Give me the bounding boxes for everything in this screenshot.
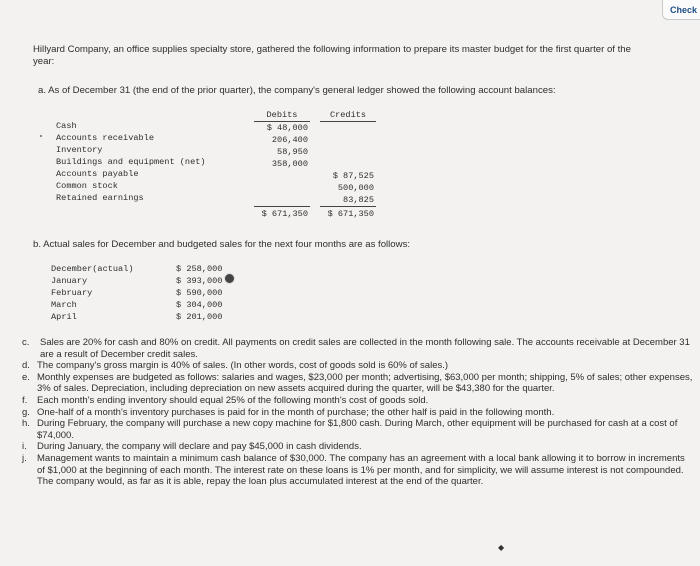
ledger-account: Inventory bbox=[56, 145, 103, 155]
intro-text: Hillyard Company, an office supplies specialty store, gathered the following information to prepare its master budget for the first quarter of the year: bbox=[33, 44, 631, 67]
sales-month: January bbox=[51, 276, 88, 286]
list-item-d bbox=[22, 360, 694, 372]
credits-header: Credits bbox=[320, 110, 376, 122]
ledger-account-names bbox=[56, 120, 206, 204]
item-text: One-half of a month's inventory purchases is paid for in the month of purchase; the other half is paid in the following month. bbox=[37, 406, 555, 418]
item-text: The company's gross margin is 40% of sales. (In other words, cost of goods sold is 60% of sales.) bbox=[37, 360, 449, 372]
debits-column bbox=[252, 122, 308, 170]
debits-total-rule bbox=[254, 206, 310, 207]
debits-header: Debits bbox=[254, 110, 310, 122]
credit-value: 83,825 bbox=[343, 195, 374, 205]
list-item-j bbox=[22, 453, 694, 488]
debit-value: 58,950 bbox=[277, 147, 308, 157]
sales-months bbox=[51, 263, 134, 323]
ledger-account: Common stock bbox=[56, 181, 118, 191]
assumption-list bbox=[22, 337, 694, 488]
ledger-account: Retained earnings bbox=[56, 193, 144, 203]
item-text: Management wants to maintain a minimum cash balance of $30,000. The company has an agreement with a local bank allowing it to borrow in increments of $1,000 at the beginning of each month. The interest rate on these loans is 1% per month, and for simplicity, we will assume interest is not compounded. The company would, as far as it is able, repay the loan plus accumulated interest at the end of the quarter. bbox=[37, 452, 685, 488]
ledger-account: Accounts payable bbox=[56, 169, 139, 179]
debit-value: 358,000 bbox=[271, 159, 308, 169]
ledger-account: Buildings and equipment (net) bbox=[56, 157, 206, 167]
ledger-account: Accounts receivable bbox=[56, 133, 154, 143]
item-label: i. bbox=[22, 441, 27, 453]
ledger-account: Cash bbox=[56, 121, 77, 131]
sales-value: $ 304,000 bbox=[176, 300, 223, 310]
sales-value: $ 393,000 bbox=[176, 276, 223, 286]
item-label: h. bbox=[22, 418, 30, 430]
credit-value: $ 87,525 bbox=[332, 171, 374, 181]
bullet-mark bbox=[40, 135, 42, 137]
sales-value: $ 590,000 bbox=[176, 288, 223, 298]
item-label: e. bbox=[22, 371, 30, 383]
cursor-icon bbox=[224, 273, 235, 284]
list-item-e bbox=[22, 372, 694, 395]
sales-values bbox=[176, 263, 222, 323]
item-label: g. bbox=[22, 406, 30, 418]
list-item-g bbox=[22, 407, 694, 419]
credits-total-rule bbox=[320, 206, 376, 207]
list-item-f bbox=[22, 395, 694, 407]
debit-value: $ 48,000 bbox=[266, 123, 308, 133]
total-debits: $ 671,350 bbox=[261, 209, 308, 219]
item-text: During February, the company will purchase a new copy machine for $1,800 cash. During March, other equipment will be purchased for cash at a cost of $74,000. bbox=[37, 418, 678, 441]
check-button[interactable]: Check bbox=[662, 0, 700, 20]
credits-column bbox=[318, 170, 374, 206]
item-text: Monthly expenses are budgeted as follows: salaries and wages, $23,000 per month; advertising, $63,000 per month; shipping, 5% of sales; other expenses, 3% of sales. Depreciation, including depreciation on new assets acquired during the quarter, will be $43,380 for the quarter. bbox=[37, 371, 693, 395]
credit-value: 500,000 bbox=[337, 183, 374, 193]
list-item-h bbox=[22, 418, 694, 441]
item-a-text: a. As of December 31 (the end of the prior quarter), the company's general ledger showed the following account balances: bbox=[38, 85, 556, 96]
sales-month: April bbox=[51, 312, 77, 322]
item-b-text: b. Actual sales for December and budgeted sales for the next four months are as follows: bbox=[33, 239, 411, 250]
sales-month: February bbox=[51, 288, 93, 298]
item-text: Sales are 20% for cash and 80% on credit. All payments on credit sales are collected in the month following sale. The accounts receivable at December 31 are a result of December credit sales. bbox=[40, 337, 690, 360]
marker-icon: ◆ bbox=[498, 543, 505, 552]
item-label: c. bbox=[22, 337, 30, 348]
sales-month: March bbox=[51, 300, 77, 310]
sales-value: $ 258,000 bbox=[176, 264, 223, 274]
list-item-i bbox=[22, 441, 694, 453]
debit-value: 206,400 bbox=[271, 135, 308, 145]
list-item-c bbox=[22, 337, 694, 360]
item-label: j. bbox=[22, 452, 27, 464]
item-text: Each month's ending inventory should equal 25% of the following month's cost of goods sold. bbox=[37, 394, 429, 406]
sales-month: December(actual) bbox=[51, 264, 134, 274]
total-credits: $ 671,350 bbox=[327, 209, 374, 219]
item-label: f. bbox=[22, 394, 28, 406]
item-label: d. bbox=[22, 360, 30, 372]
item-text: During January, the company will declare and pay $45,000 in cash dividends. bbox=[37, 441, 362, 453]
sales-value: $ 201,000 bbox=[176, 312, 223, 322]
